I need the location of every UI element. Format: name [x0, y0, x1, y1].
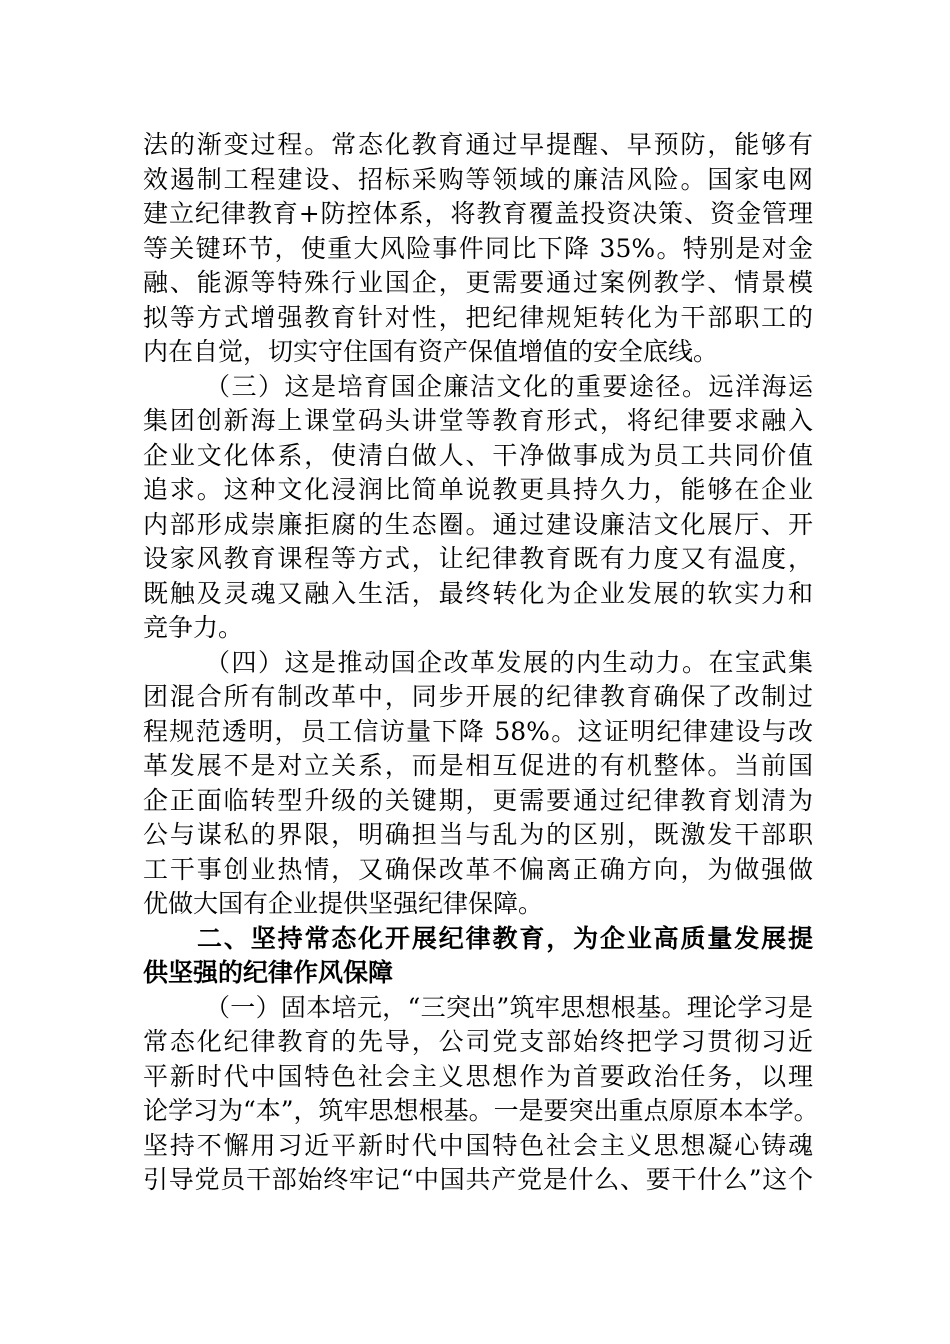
text-line: 法的渐变过程。常态化教育通过早提醒、早预防，能够有 [143, 130, 813, 159]
document-body [143, 128, 819, 1198]
text-line: 平新时代中国特色社会主义思想作为首要政治任务，以理 [143, 1061, 813, 1091]
text-line: 引导党员干部始终牢记“中国共产党是什么、要干什么”这个 [143, 1165, 813, 1194]
text-line: 内部形成崇廉拒腐的生态圈。通过建设廉洁文化展厅、开 [143, 509, 813, 539]
text-line: 优做大国有企业提供坚强纪律保障。 [143, 889, 544, 918]
text-line: 常态化纪律教育的先导，公司党支部始终把学习贯彻习近 [143, 1027, 813, 1056]
text-line: 程规范透明，员工信访量下降 58%。这证明纪律建设与改 [143, 716, 813, 746]
text-line: 企正面临转型升级的关键期，更需要通过纪律教育划清为 [143, 785, 813, 815]
text-line: 内在自觉，切实守住国有资产保值增值的安全底线。 [143, 337, 719, 366]
section-heading-line: （一）固本培元，“三突出”筑牢思想根基。理论学习是 [205, 992, 813, 1022]
text-line: 追求。这种文化浸润比简单说教更具持久力，能够在企业 [143, 475, 813, 504]
text-line: 等关键环节，使重大风险事件同比下降 35%。特别是对金 [143, 233, 813, 263]
chapter-heading-line: 供坚强的纪律作风保障 [143, 958, 394, 987]
text-line: 论学习为“本”，筑牢思想根基。一是要突出重点原原本本学。 [143, 1096, 819, 1125]
section-heading-line: （四）这是推动国企改革发展的内生动力。在宝武集 [205, 647, 813, 677]
text-line: 企业文化体系，使清白做人、干净做事成为员工共同价值 [143, 440, 813, 470]
text-line: 工干事创业热情，又确保改革不偏离正确方向，为做强做 [143, 854, 813, 884]
text-line: 坚持不懈用习近平新时代中国特色社会主义思想凝心铸魂 [143, 1130, 813, 1160]
chapter-heading-line: 二、坚持常态化开展纪律教育，为企业高质量发展提 [197, 923, 813, 953]
text-line: 设家风教育课程等方式，让纪律教育既有力度又有温度， [143, 544, 813, 573]
text-line: 融、能源等特殊行业国企，更需要通过案例教学、情景模 [143, 268, 813, 297]
text-line: 竞争力。 [143, 613, 244, 642]
text-line: 集团创新海上课堂码头讲堂等教育形式，将纪律要求融入 [143, 406, 813, 435]
text-line: 公与谋私的界限，明确担当与乱为的区别，既激发干部职 [143, 820, 813, 849]
text-line: 既触及灵魂又融入生活，最终转化为企业发展的软实力和 [143, 578, 813, 608]
text-line: 拟等方式增强教育针对性，把纪律规矩转化为干部职工的 [143, 302, 813, 332]
text-line: 革发展不是对立关系，而是相互促进的有机整体。当前国 [143, 751, 813, 780]
text-line: 效遏制工程建设、招标采购等领域的廉洁风险。国家电网 [143, 164, 813, 194]
section-heading-line: （三）这是培育国企廉洁文化的重要途径。远洋海运 [205, 371, 813, 401]
text-line: 团混合所有制改革中，同步开展的纪律教育确保了改制过 [143, 682, 813, 711]
text-line: 建立纪律教育+防控体系，将教育覆盖投资决策、资金管理 [143, 199, 813, 228]
